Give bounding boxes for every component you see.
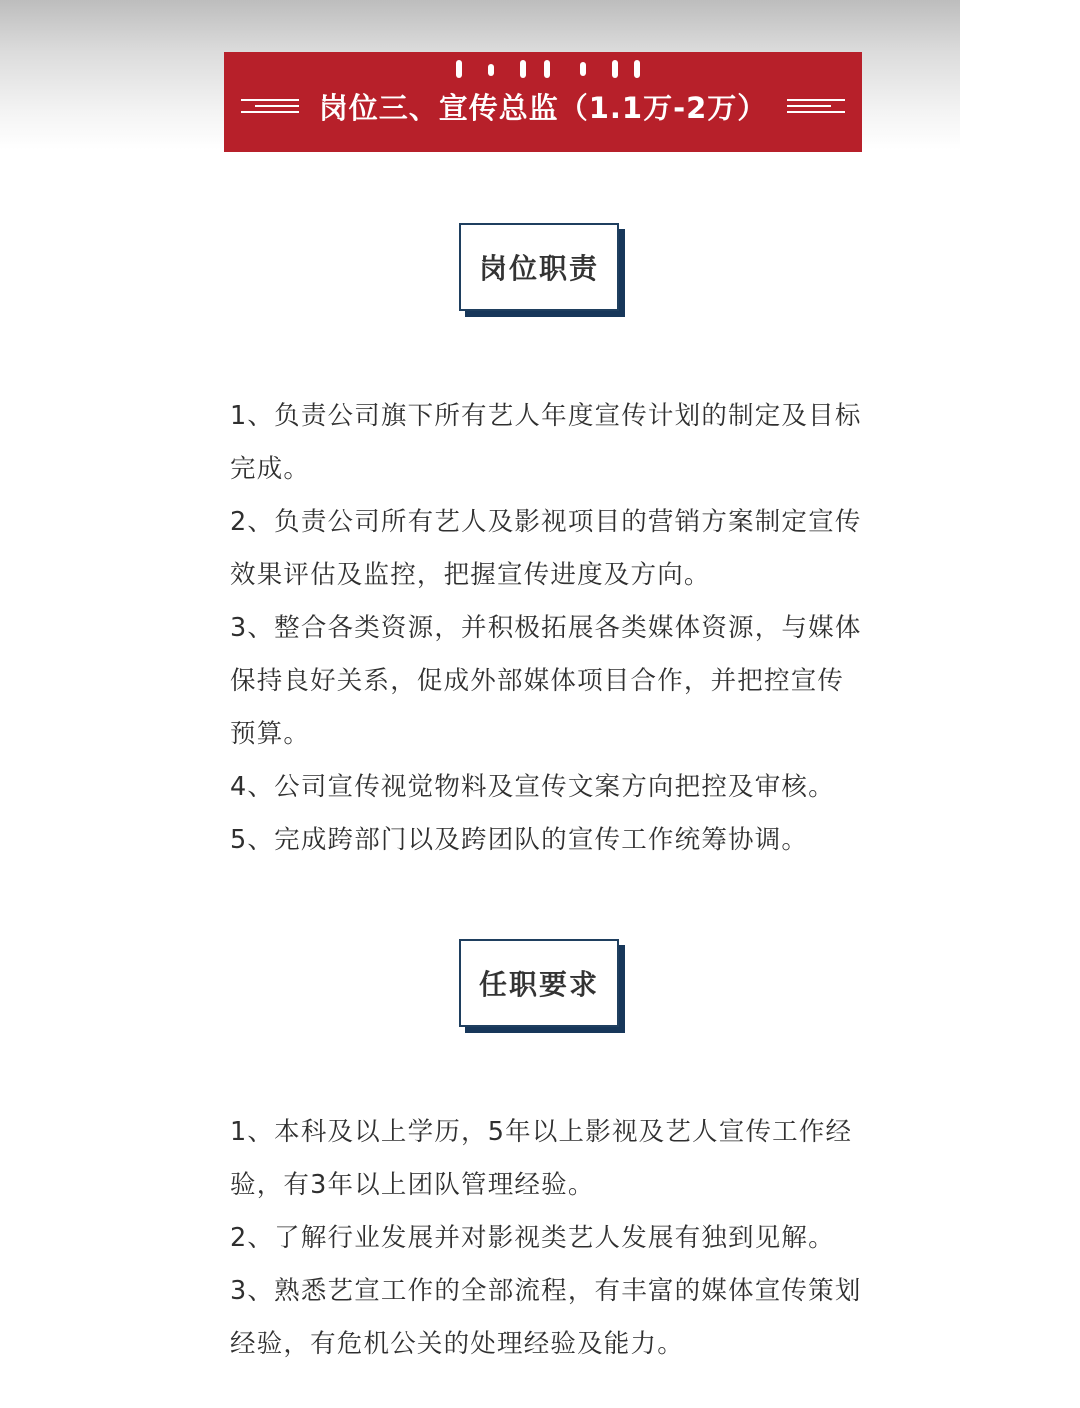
list-item: 2、了解行业发展并对影视类艺人发展有独到见解。 (230, 1223, 835, 1253)
responsibilities-list (230, 390, 862, 867)
list-item: 1、本科及以上学历，5年以上影视及艺人宣传工作经验，有3年以上团队管理经验。 (230, 1117, 853, 1200)
banner-title: 岗位三、宣传总监（1.1万-2万） (318, 90, 768, 125)
list-item: 5、完成跨部门以及跨团队的宣传工作统筹协调。 (230, 825, 809, 855)
banner-dots-decoration (444, 60, 644, 82)
list-item: 1、负责公司旗下所有艺人年度宣传计划的制定及目标完成。 (230, 401, 862, 484)
right-margin (960, 0, 1080, 1408)
title-banner (224, 52, 862, 152)
section-heading-responsibilities (459, 223, 619, 311)
banner-left-lines (241, 95, 299, 117)
requirements-list (230, 1106, 862, 1371)
list-item: 3、整合各类资源，并积极拓展各类媒体资源，与媒体保持良好关系，促成外部媒体项目合作，并把控宣传预算。 (230, 613, 862, 749)
banner-right-lines (787, 95, 845, 117)
section-heading-requirements (459, 939, 619, 1027)
section-heading-label: 岗位职责 (478, 252, 599, 285)
section-heading-label: 任职要求 (478, 968, 599, 1001)
list-item: 4、公司宣传视觉物料及宣传文案方向把控及审核。 (230, 772, 835, 802)
list-item: 2、负责公司所有艺人及影视项目的营销方案制定宣传效果评估及监控，把握宣传进度及方向。 (230, 507, 862, 590)
list-item: 3、熟悉艺宣工作的全部流程，有丰富的媒体宣传策划经验，有危机公关的处理经验及能力。 (230, 1276, 862, 1359)
